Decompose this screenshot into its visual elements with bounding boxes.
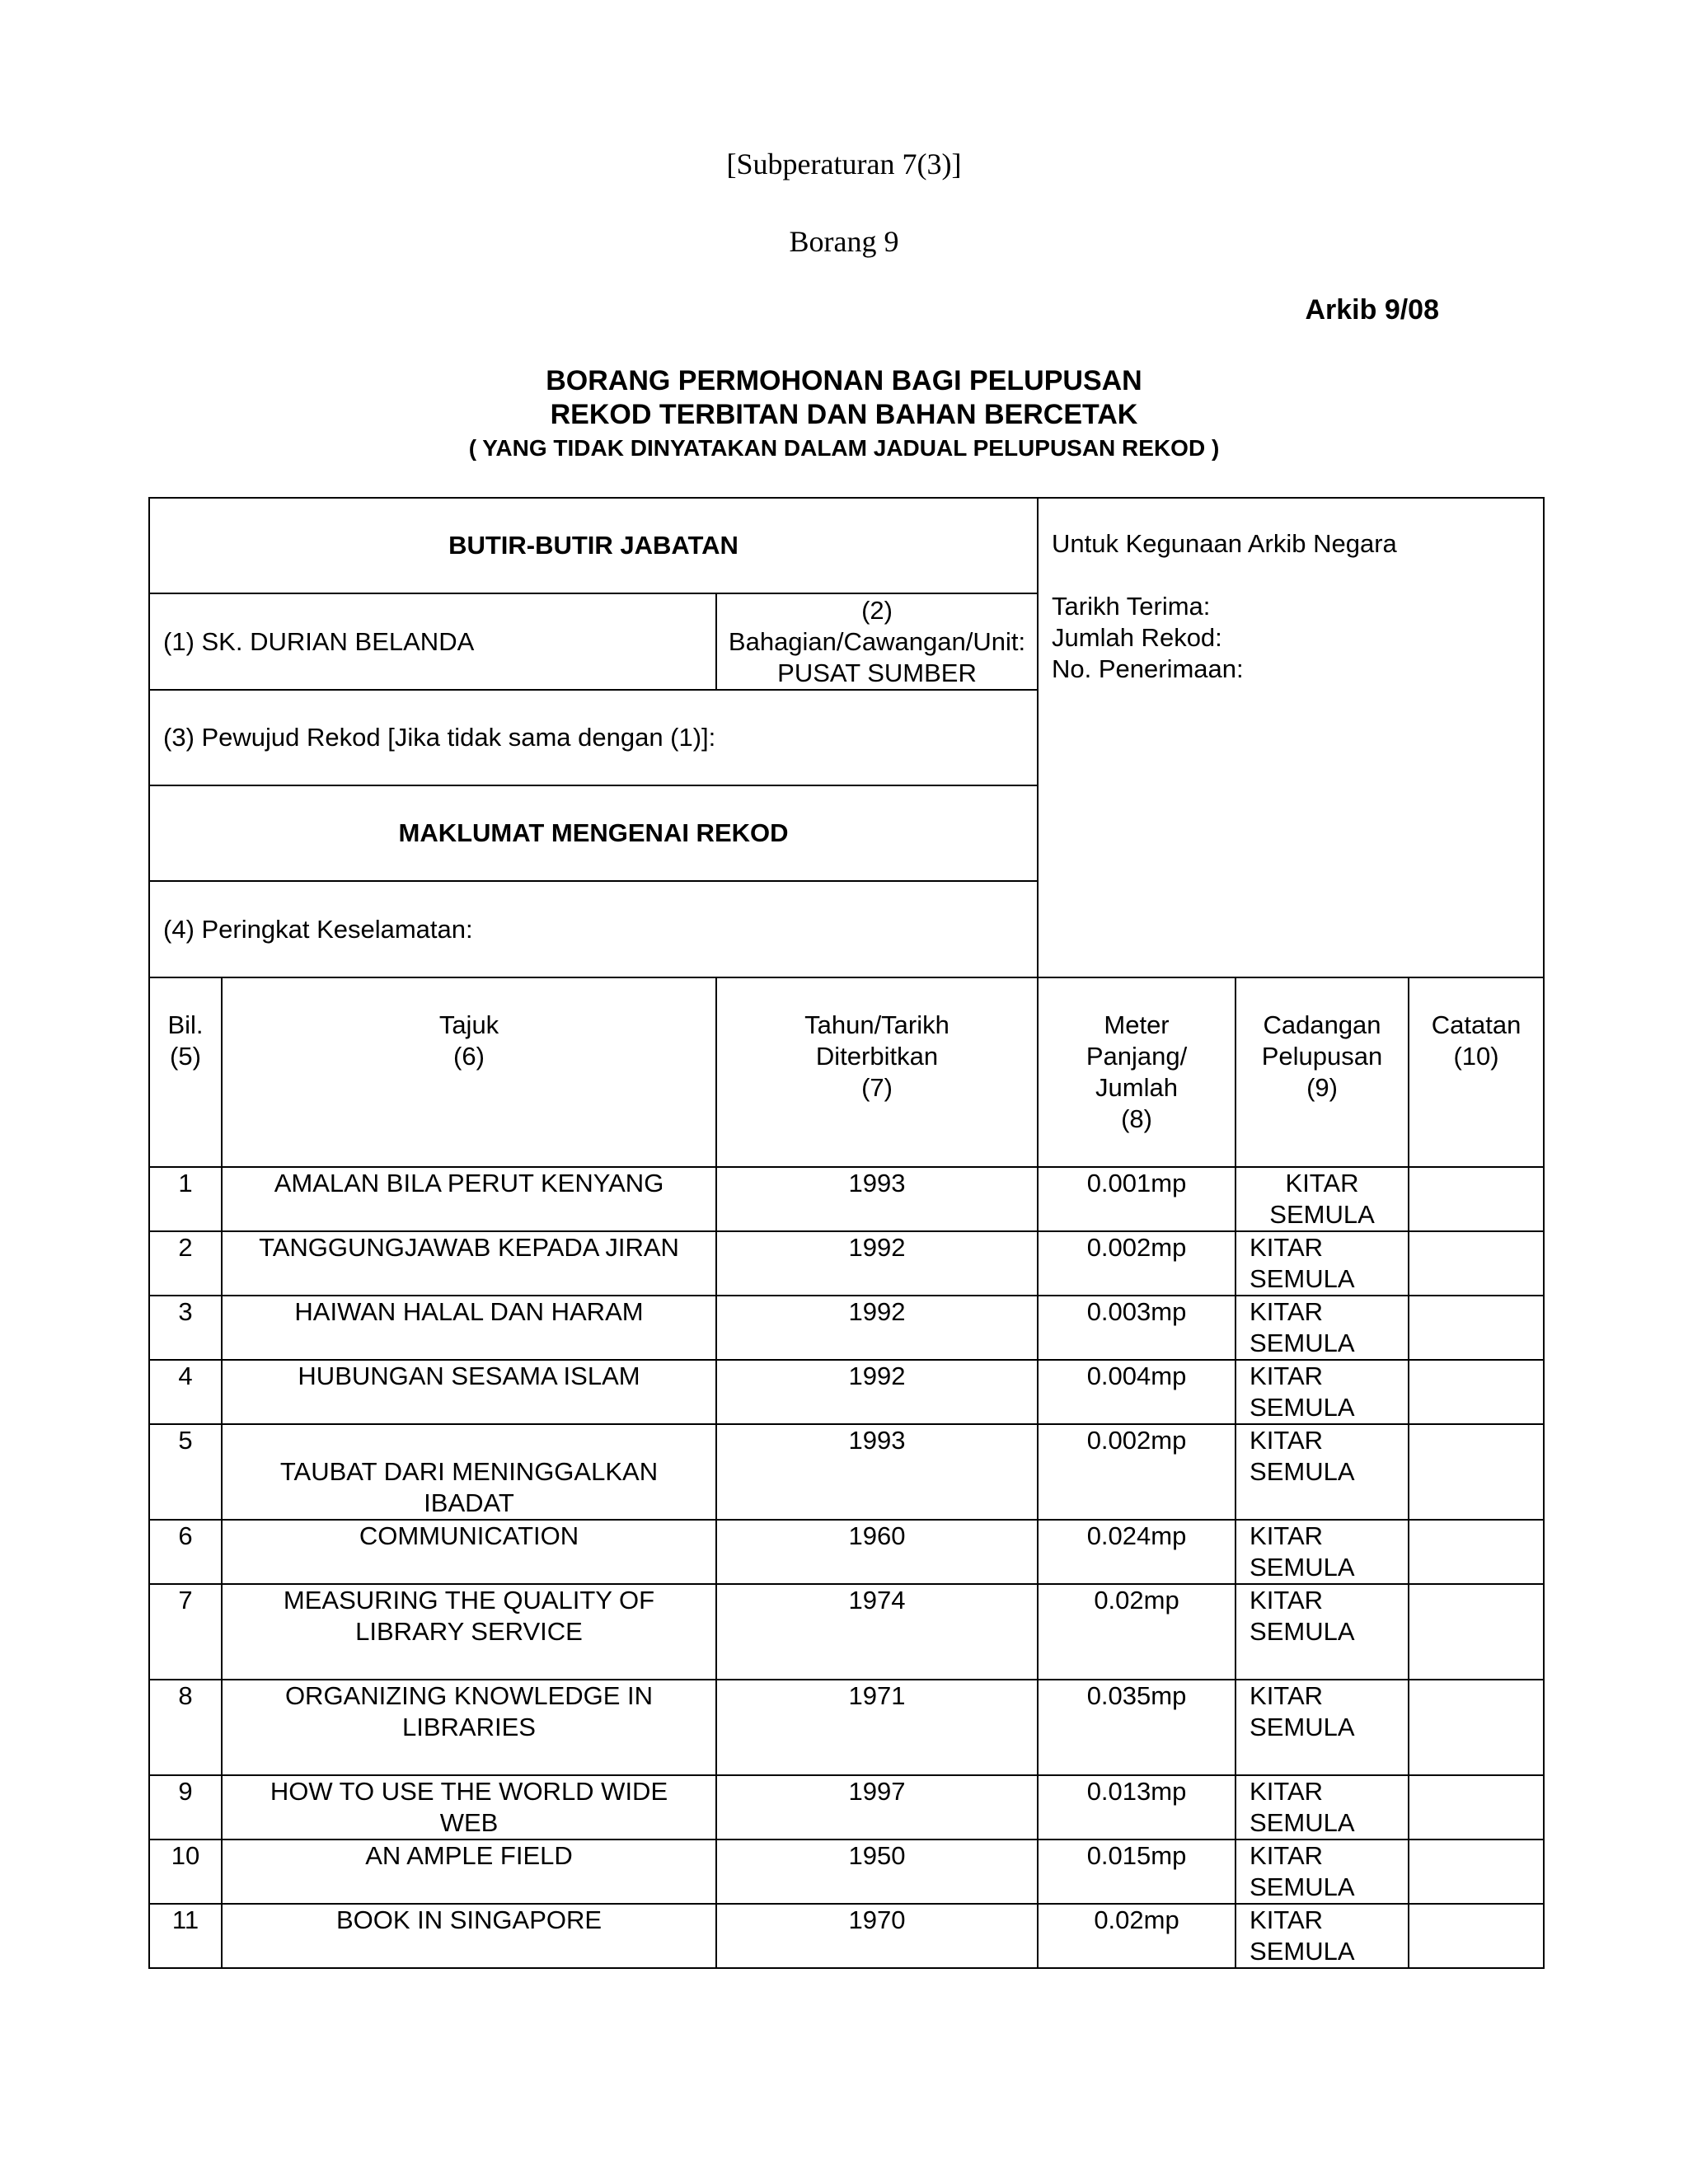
row-note bbox=[1409, 1775, 1544, 1840]
row-disposal: KITAR SEMULA bbox=[1236, 1360, 1409, 1424]
col-header-cadangan: Cadangan Pelupusan (9) bbox=[1236, 977, 1409, 1167]
row-meter: 0.013mp bbox=[1038, 1775, 1236, 1840]
row-disposal: KITAR SEMULA bbox=[1236, 1680, 1409, 1775]
archive-reference: Arkib 9/08 bbox=[1305, 294, 1439, 326]
row-disposal: KITAR SEMULA bbox=[1236, 1296, 1409, 1360]
school-name-field[interactable]: (1) SK. DURIAN BELANDA bbox=[149, 593, 716, 690]
row-number: 11 bbox=[149, 1904, 222, 1968]
row-note bbox=[1409, 1296, 1544, 1360]
row-title: TAUBAT DARI MENINGGALKAN IBADAT bbox=[222, 1424, 716, 1520]
row-meter: 0.002mp bbox=[1038, 1231, 1236, 1296]
table-row bbox=[149, 1296, 1544, 1360]
row-year: 1992 bbox=[716, 1231, 1038, 1296]
col-header-bil: Bil. (5) bbox=[149, 977, 222, 1167]
disposal-form-table bbox=[148, 497, 1545, 1969]
row-meter: 0.015mp bbox=[1038, 1840, 1236, 1904]
row-meter: 0.003mp bbox=[1038, 1296, 1236, 1360]
row-year: 1974 bbox=[716, 1584, 1038, 1680]
form-number: Borang 9 bbox=[789, 225, 899, 258]
row-year: 1970 bbox=[716, 1904, 1038, 1968]
row-number: 8 bbox=[149, 1680, 222, 1775]
row-meter: 0.02mp bbox=[1038, 1904, 1236, 1968]
division-unit-value: PUSAT SUMBER bbox=[777, 658, 977, 687]
row-disposal: KITAR SEMULA bbox=[1236, 1424, 1409, 1520]
row-note bbox=[1409, 1840, 1544, 1904]
row-number: 4 bbox=[149, 1360, 222, 1424]
row-title: COMMUNICATION bbox=[222, 1520, 716, 1584]
form-title-line2: REKOD TERBITAN DAN BAHAN BERCETAK bbox=[550, 399, 1138, 430]
row-year: 1992 bbox=[716, 1296, 1038, 1360]
row-disposal: KITAR SEMULA bbox=[1236, 1231, 1409, 1296]
table-row bbox=[149, 1231, 1544, 1296]
row-meter: 0.02mp bbox=[1038, 1584, 1236, 1680]
row-number: 7 bbox=[149, 1584, 222, 1680]
form-title-line3: ( YANG TIDAK DINYATAKAN DALAM JADUAL PELUPUSAN REKOD ) bbox=[468, 435, 1220, 461]
row-meter: 0.024mp bbox=[1038, 1520, 1236, 1584]
col-header-catatan: Catatan (10) bbox=[1409, 977, 1544, 1167]
department-details-heading: BUTIR-BUTIR JABATAN bbox=[149, 498, 1038, 593]
row-note bbox=[1409, 1360, 1544, 1424]
row-meter: 0.035mp bbox=[1038, 1680, 1236, 1775]
table-row bbox=[149, 1584, 1544, 1680]
col-header-meter: Meter Panjang/ Jumlah (8) bbox=[1038, 977, 1236, 1167]
row-title: HUBUNGAN SESAMA ISLAM bbox=[222, 1360, 716, 1424]
table-row bbox=[149, 1904, 1544, 1968]
row-number: 9 bbox=[149, 1775, 222, 1840]
row-disposal: KITAR SEMULA bbox=[1236, 1904, 1409, 1968]
table-row bbox=[149, 1520, 1544, 1584]
record-count-field[interactable]: Jumlah Rekod: bbox=[1052, 623, 1222, 652]
row-number: 2 bbox=[149, 1231, 222, 1296]
division-unit-label: (2) Bahagian/Cawangan/Unit: bbox=[728, 595, 1026, 656]
row-note bbox=[1409, 1680, 1544, 1775]
row-note bbox=[1409, 1167, 1544, 1231]
row-note bbox=[1409, 1231, 1544, 1296]
row-year: 1960 bbox=[716, 1520, 1038, 1584]
row-year: 1993 bbox=[716, 1424, 1038, 1520]
table-row bbox=[149, 1680, 1544, 1775]
table-row bbox=[149, 1840, 1544, 1904]
row-title: HAIWAN HALAL DAN HARAM bbox=[222, 1296, 716, 1360]
row-meter: 0.004mp bbox=[1038, 1360, 1236, 1424]
row-note bbox=[1409, 1520, 1544, 1584]
row-disposal: KITAR SEMULA bbox=[1236, 1167, 1409, 1231]
table-row bbox=[149, 1424, 1544, 1520]
row-number: 1 bbox=[149, 1167, 222, 1231]
row-note bbox=[1409, 1424, 1544, 1520]
row-year: 1993 bbox=[716, 1167, 1038, 1231]
row-year: 1971 bbox=[716, 1680, 1038, 1775]
row-title: BOOK IN SINGAPORE bbox=[222, 1904, 716, 1968]
division-unit-field[interactable] bbox=[716, 593, 1038, 690]
row-number: 10 bbox=[149, 1840, 222, 1904]
table-row bbox=[149, 1775, 1544, 1840]
row-year: 1992 bbox=[716, 1360, 1038, 1424]
row-title: MEASURING THE QUALITY OF LIBRARY SERVICE bbox=[222, 1584, 716, 1680]
record-info-heading: MAKLUMAT MENGENAI REKOD bbox=[149, 785, 1038, 881]
table-row bbox=[149, 1167, 1544, 1231]
column-header-row bbox=[149, 977, 1544, 1167]
table-row bbox=[149, 1360, 1544, 1424]
security-level-field[interactable]: (4) Peringkat Keselamatan: bbox=[149, 881, 1038, 977]
receipt-number-field[interactable]: No. Penerimaan: bbox=[1052, 654, 1244, 683]
row-title: ORGANIZING KNOWLEDGE IN LIBRARIES bbox=[222, 1680, 716, 1775]
row-disposal: KITAR SEMULA bbox=[1236, 1520, 1409, 1584]
row-title: AN AMPLE FIELD bbox=[222, 1840, 716, 1904]
row-disposal: KITAR SEMULA bbox=[1236, 1584, 1409, 1680]
col-header-tajuk: Tajuk (6) bbox=[222, 977, 716, 1167]
row-title: HOW TO USE THE WORLD WIDE WEB bbox=[222, 1775, 716, 1840]
row-number: 5 bbox=[149, 1424, 222, 1520]
row-title: TANGGUNGJAWAB KEPADA JIRAN bbox=[222, 1231, 716, 1296]
row-year: 1997 bbox=[716, 1775, 1038, 1840]
form-title-line1: BORANG PERMOHONAN BAGI PELUPUSAN bbox=[546, 365, 1142, 396]
row-meter: 0.002mp bbox=[1038, 1424, 1236, 1520]
row-disposal: KITAR SEMULA bbox=[1236, 1775, 1409, 1840]
received-date-field[interactable]: Tarikh Terima: bbox=[1052, 592, 1211, 621]
col-header-tahun: Tahun/Tarikh Diterbitkan (7) bbox=[716, 977, 1038, 1167]
regulation-reference: [Subperaturan 7(3)] bbox=[726, 148, 962, 180]
row-note bbox=[1409, 1584, 1544, 1680]
record-creator-field[interactable]: (3) Pewujud Rekod [Jika tidak sama dengan (1)]: bbox=[149, 690, 1038, 785]
row-number: 6 bbox=[149, 1520, 222, 1584]
row-meter: 0.001mp bbox=[1038, 1167, 1236, 1231]
row-note bbox=[1409, 1904, 1544, 1968]
archive-use-heading: Untuk Kegunaan Arkib Negara bbox=[1052, 529, 1397, 558]
row-disposal: KITAR SEMULA bbox=[1236, 1840, 1409, 1904]
row-title: AMALAN BILA PERUT KENYANG bbox=[222, 1167, 716, 1231]
row-year: 1950 bbox=[716, 1840, 1038, 1904]
archive-use-box bbox=[1038, 498, 1544, 977]
row-number: 3 bbox=[149, 1296, 222, 1360]
